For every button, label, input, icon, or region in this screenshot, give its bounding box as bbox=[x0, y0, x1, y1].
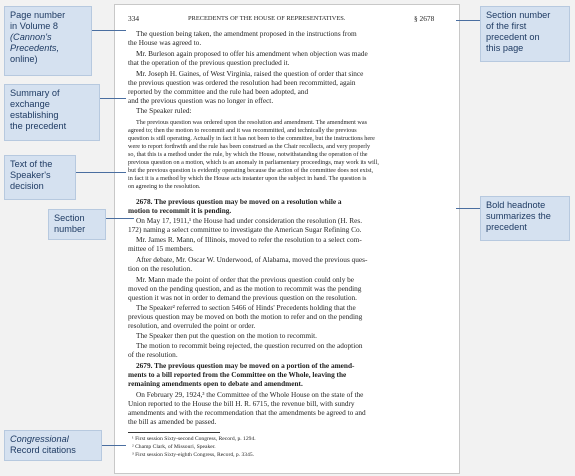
callout-line: Record citations bbox=[10, 445, 76, 455]
footnote: ² Champ Clark, of Missouri, Speaker. bbox=[132, 444, 216, 450]
headnote-2679-cont: ments to a bill reported from the Committee on the Whole, leaving the bbox=[128, 370, 347, 379]
callout-line: establishing bbox=[10, 110, 59, 120]
callout-first-section bbox=[480, 6, 570, 62]
body-line: amendments and with the recommendation that the amendments be agreed to and bbox=[128, 408, 366, 417]
pointer-section-number bbox=[106, 218, 134, 219]
ruling-line: The previous question was ordered upon the resolution and amendment. The amendment was bbox=[136, 119, 367, 126]
callout-line: Section number bbox=[486, 10, 551, 20]
callout-line: precedent on bbox=[486, 32, 540, 42]
body-line: the bill as amended be passed. bbox=[128, 417, 217, 426]
body-line: The Speaker ruled: bbox=[136, 106, 192, 115]
body-line: Mr. Mann made the point of order that the previous question could only be bbox=[136, 275, 355, 284]
body-line: The motion to recommit being rejected, the question recurred on the adoption bbox=[136, 341, 363, 350]
body-line: the House was agreed to. bbox=[128, 38, 202, 47]
callout-page-number bbox=[4, 6, 92, 76]
pointer-page-number bbox=[92, 30, 126, 31]
pointer-congressional-record bbox=[102, 445, 126, 446]
body-line: Mr. James R. Mann, of Illinois, moved to refer the resolution to a select com- bbox=[136, 235, 362, 244]
callout-line: Speaker's bbox=[10, 170, 51, 180]
headnote-2678-cont: motion to recommit it is pending. bbox=[128, 206, 232, 215]
callout-line bbox=[10, 434, 96, 445]
pointer-speaker-decision bbox=[76, 172, 126, 173]
footnote: ³ First session Sixty-eighth Congress, Record, p. 3345. bbox=[132, 452, 255, 458]
callout-line: Section bbox=[54, 213, 85, 223]
body-line: of the resolution. bbox=[128, 350, 178, 359]
callout-line: exchange bbox=[10, 99, 50, 109]
callout-line: in Volume 8 bbox=[10, 21, 59, 31]
callout-line bbox=[10, 32, 86, 43]
callout-line: Text of the bbox=[10, 159, 53, 169]
pointer-first-section bbox=[456, 20, 480, 21]
callout-line: online) bbox=[10, 54, 38, 64]
body-line: the previous question was ordered the resolution had been recommitted, again bbox=[128, 78, 356, 87]
body-line: resolution, and overruled the point or order. bbox=[128, 321, 256, 330]
callout-line: of the first bbox=[486, 21, 527, 31]
page-number: 334 bbox=[128, 14, 140, 23]
body-line: tion on the resolution. bbox=[128, 264, 193, 273]
callout-line: Bold headnote bbox=[486, 200, 546, 210]
body-line: Union reported to the House the bill H. R. 6715, the revenue bill, with sundry bbox=[128, 399, 355, 408]
body-line: Mr. Burleson again proposed to offer his amendment when objection was made bbox=[136, 49, 368, 58]
section-reference: § 2678 bbox=[414, 14, 435, 23]
callout-summary bbox=[4, 84, 100, 141]
ruling-line: agreed to; then the motion to recommit and it was recommitted, and technically the previous bbox=[128, 127, 357, 134]
callout-speaker-decision bbox=[4, 155, 76, 200]
pointer-headnote bbox=[456, 208, 480, 209]
body-line: The Speaker then put the question on the motion to recommit. bbox=[136, 331, 317, 340]
footnote: ¹ First session Sixty-second Congress, Record, p. 1294. bbox=[132, 436, 256, 442]
callout-line bbox=[10, 43, 86, 54]
callout-line: Page number bbox=[10, 10, 66, 20]
callout-italic: Precedents, bbox=[10, 43, 60, 53]
callout-line: the precedent bbox=[10, 121, 67, 131]
headnote-2678: 2678. The previous question may be moved on a resolution while a bbox=[136, 197, 342, 206]
body-line: reported by the committee and the rule had been adopted, and bbox=[128, 87, 309, 96]
body-line: Mr. Joseph H. Gaines, of West Virginia, raised the question of order that since bbox=[136, 69, 364, 78]
callout-line: number bbox=[54, 224, 86, 234]
callout-line: precedent bbox=[486, 222, 527, 232]
body-line: On February 29, 1924,³ the Committee of the Whole House on the state of the bbox=[136, 390, 364, 399]
callout-line: summarizes the bbox=[486, 211, 551, 221]
body-line: The question being taken, the amendment proposed in the instructions from bbox=[136, 29, 357, 38]
callout-italic: Congressional bbox=[10, 434, 69, 444]
body-line: question it was not in order to demand the previous question on the resolution. bbox=[128, 293, 358, 302]
ruling-line: in fact it is a method by which the House acts instanter upon the subject in hand. The question is bbox=[128, 175, 367, 182]
pointer-summary bbox=[100, 98, 126, 99]
callout-section-number bbox=[48, 209, 106, 240]
ruling-line: but the previous question is evidently operating because the action of the committee does not exist, bbox=[128, 167, 374, 174]
callout-line: this page bbox=[486, 43, 524, 53]
body-line: mittee of 15 members. bbox=[128, 244, 194, 253]
footnote-rule bbox=[128, 432, 220, 433]
body-line: and the previous question was no longer in effect. bbox=[128, 96, 274, 105]
body-line: that the operation of the previous question precluded it. bbox=[128, 58, 290, 67]
body-line: The Speaker² referred to section 5466 of Hinds' Precedents holding that the bbox=[136, 303, 356, 312]
body-line: After debate, Mr. Oscar W. Underwood, of Alabama, moved the previous ques- bbox=[136, 255, 368, 264]
callout-line: Summary of bbox=[10, 88, 60, 98]
body-line: previous question may be moved on both the motion to refer and on the pending bbox=[128, 312, 363, 321]
ruling-line: on agreeing to the resolution. bbox=[128, 183, 201, 190]
ruling-line: so, that this is a method under the rule, by which the House, notwithstanding the operation of the bbox=[128, 151, 368, 158]
body-line: moved on the pending question, and as the motion to recommit was the pending bbox=[128, 284, 362, 293]
callout-congressional-record bbox=[4, 430, 102, 461]
headnote-2679-cont: remaining amendments open to debate and amendment. bbox=[128, 379, 303, 388]
ruling-line: question is still operating. Actually in fact it has not been to the committee, but the instructions here bbox=[128, 135, 375, 142]
callout-line: decision bbox=[10, 181, 44, 191]
body-line: 172) naming a select committee to investigate the American Sugar Refining Co. bbox=[128, 225, 362, 234]
body-line: On May 17, 1911,¹ the House had under consideration the resolution (H. Res. bbox=[136, 216, 363, 225]
headnote-2679: 2679. The previous question may be moved on a portion of the amend- bbox=[136, 361, 355, 370]
callout-italic: (Cannon's bbox=[10, 32, 52, 42]
running-title: PRECEDENTS OF THE HOUSE OF REPRESENTATIVES. bbox=[188, 15, 346, 22]
ruling-line: previous question on a motion, which is an anomaly in parliamentary proceedings, may work its will, bbox=[128, 159, 379, 166]
ruling-line: were to report forthwith and the rule has been construed as the Chair recollects, and very properly bbox=[128, 143, 371, 150]
callout-headnote bbox=[480, 196, 570, 241]
